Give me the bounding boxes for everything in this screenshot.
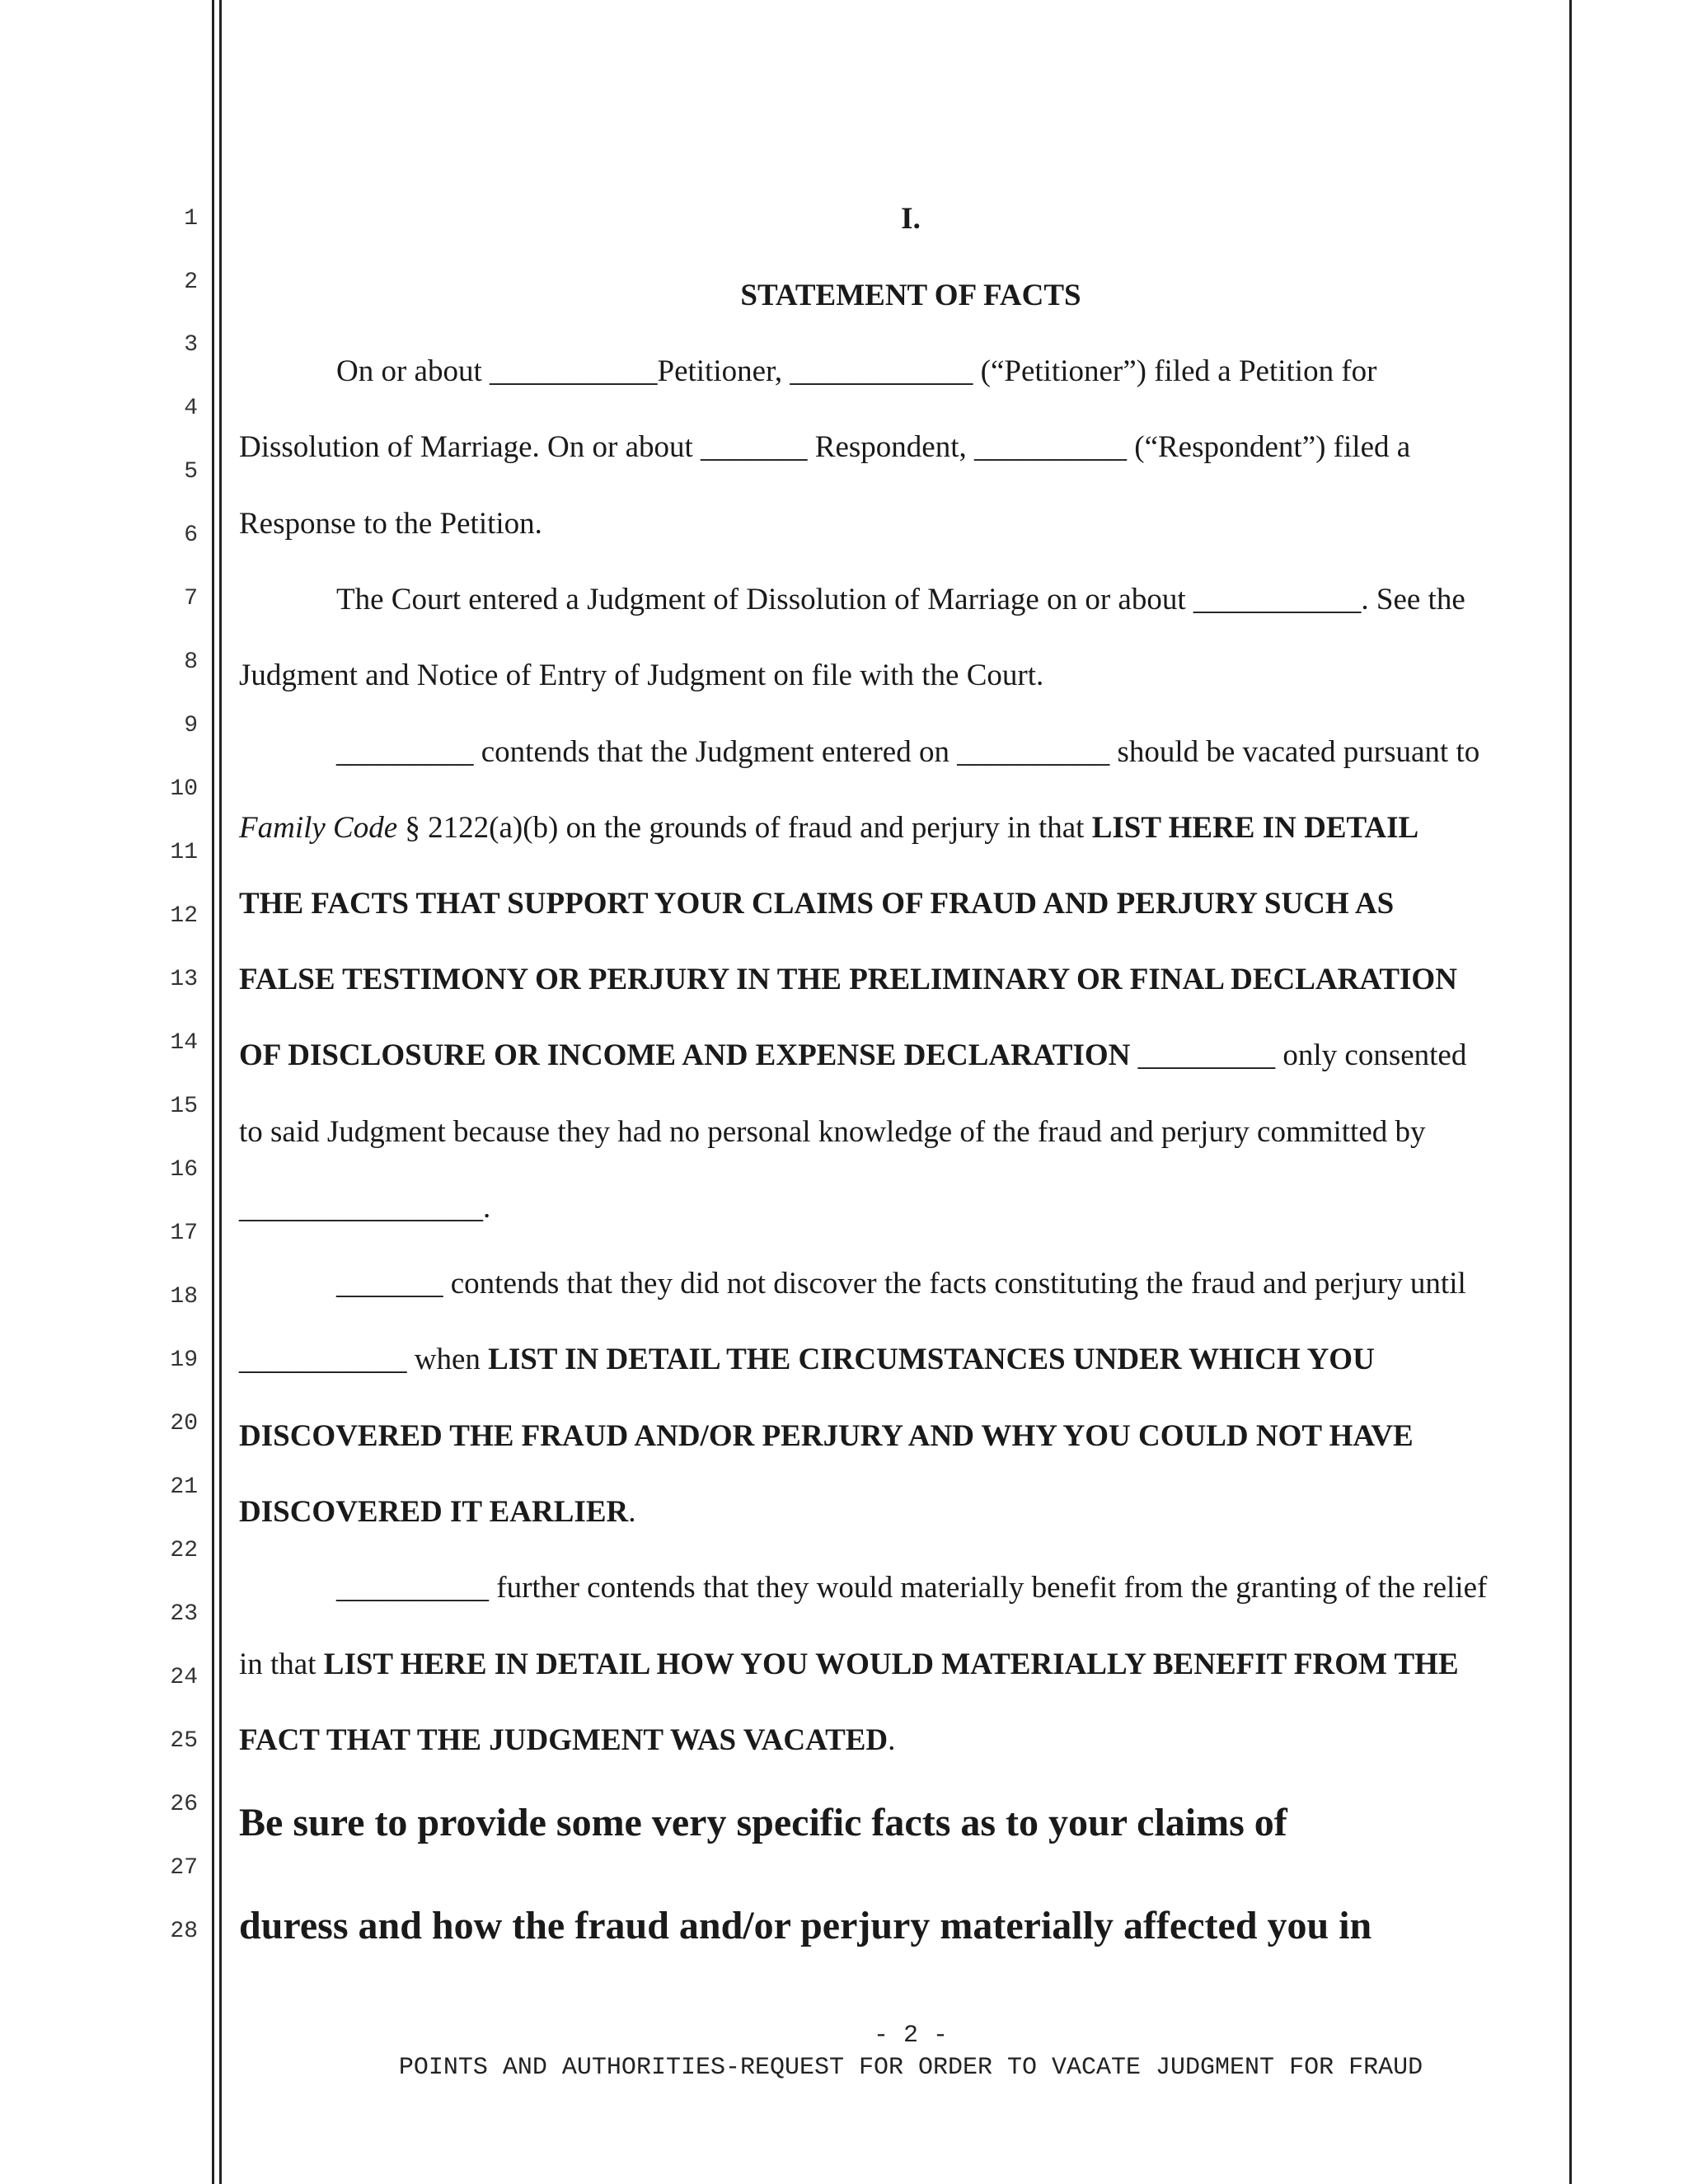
body-text: .: [628, 1495, 636, 1529]
line-number: 25: [170, 1728, 198, 1754]
line-number: 6: [184, 523, 198, 548]
statute-citation: Family Code: [239, 811, 398, 845]
emphasis-note-line: duress and how the fraud and/or perjury materially affected you in: [239, 1904, 1372, 1947]
line-number: 26: [170, 1792, 198, 1817]
section-number: I.: [901, 202, 921, 236]
section-title: STATEMENT OF FACTS: [740, 279, 1081, 312]
body-line: [239, 1497, 635, 1527]
body-line: [239, 1344, 1375, 1375]
line-number: 20: [170, 1411, 198, 1436]
body-line: [239, 1725, 895, 1755]
instruction-text: LIST HERE IN DETAIL: [1091, 811, 1419, 845]
line-number: 12: [170, 903, 198, 929]
body-line: Judgment and Notice of Entry of Judgment on file with the Court.: [239, 658, 1044, 692]
instruction-text: OF DISCLOSURE OR INCOME AND EXPENSE DECLARATION: [239, 1038, 1131, 1072]
body-line: _________ contends that the Judgment entered on __________ should be vacated pursuant to: [336, 735, 1480, 769]
line-number: 2: [184, 269, 198, 295]
line-number: 1: [184, 206, 198, 232]
line-number: 7: [184, 586, 198, 612]
right-margin-rule: [1569, 0, 1572, 2184]
instruction-text: DISCOVERED IT EARLIER: [239, 1495, 629, 1529]
line-number: 22: [170, 1538, 198, 1563]
footer-title: POINTS AND AUTHORITIES-REQUEST FOR ORDER TO VACATE JUDGMENT FOR FRAUD: [398, 2054, 1423, 2082]
body-line: The Court entered a Judgment of Dissolution of Marriage on or about ___________. See the: [336, 583, 1465, 616]
line-number: 13: [170, 967, 198, 992]
instruction-text: FACT THAT THE JUDGMENT WAS VACATED: [239, 1723, 889, 1757]
line-number: 4: [184, 396, 198, 421]
line-number: 17: [170, 1221, 198, 1246]
line-number: 19: [170, 1347, 198, 1373]
line-number: 16: [170, 1157, 198, 1183]
line-number: 8: [184, 649, 198, 675]
body-line: Dissolution of Marriage. On or about _______ Respondent, __________ (“Respondent”) filed a: [239, 430, 1411, 464]
line-number: 23: [170, 1601, 198, 1627]
body-line: [239, 813, 1418, 843]
line-number: 18: [170, 1284, 198, 1310]
body-text: § 2122(a)(b) on the grounds of fraud and perjury in that: [397, 811, 1092, 845]
line-number: 9: [184, 713, 198, 738]
body-line: Response to the Petition.: [239, 507, 542, 541]
line-number: 10: [170, 776, 198, 802]
body-line: [239, 1040, 1466, 1071]
body-line: __________ further contends that they would materially benefit from the granting of the relief: [336, 1571, 1488, 1605]
page-number: - 2 -: [873, 2022, 948, 2050]
line-number: 27: [170, 1855, 198, 1881]
body-line: _______ contends that they did not discover the facts constituting the fraud and perjury until: [336, 1267, 1466, 1301]
line-number: 21: [170, 1474, 198, 1500]
body-line: ________________.: [239, 1191, 491, 1225]
left-margin-rule-outer: [212, 0, 214, 2184]
line-number: 11: [170, 840, 198, 865]
body-text: .: [888, 1723, 896, 1757]
body-line: [239, 1649, 1459, 1680]
line-number: 3: [184, 332, 198, 358]
line-number: 14: [170, 1030, 198, 1056]
instruction-text: LIST IN DETAIL THE CIRCUMSTANCES UNDER WHICH YOU: [488, 1343, 1375, 1376]
left-margin-rule-inner: [219, 0, 222, 2184]
body-text: ___________ when: [239, 1343, 489, 1376]
line-number: 5: [184, 459, 198, 485]
line-number: 15: [170, 1094, 198, 1119]
emphasis-note-line: Be sure to provide some very specific facts as to your claims of: [239, 1801, 1287, 1844]
instruction-line: THE FACTS THAT SUPPORT YOUR CLAIMS OF FRAUD AND PERJURY SUCH AS: [239, 887, 1395, 921]
line-number: 28: [170, 1919, 198, 1944]
instruction-text: LIST HERE IN DETAIL HOW YOU WOULD MATERIALLY BENEFIT FROM THE: [323, 1647, 1459, 1681]
body-text: in that: [239, 1647, 324, 1681]
instruction-line: FALSE TESTIMONY OR PERJURY IN THE PRELIMINARY OR FINAL DECLARATION: [239, 963, 1457, 996]
body-line: to said Judgment because they had no personal knowledge of the fraud and perjury committed by: [239, 1115, 1426, 1149]
body-text: _________ only consented: [1130, 1038, 1467, 1072]
line-number: 24: [170, 1665, 198, 1690]
instruction-line: DISCOVERED THE FRAUD AND/OR PERJURY AND WHY YOU COULD NOT HAVE: [239, 1419, 1414, 1453]
body-line: On or about ___________Petitioner, ____________ (“Petitioner”) filed a Petition for: [336, 354, 1377, 388]
